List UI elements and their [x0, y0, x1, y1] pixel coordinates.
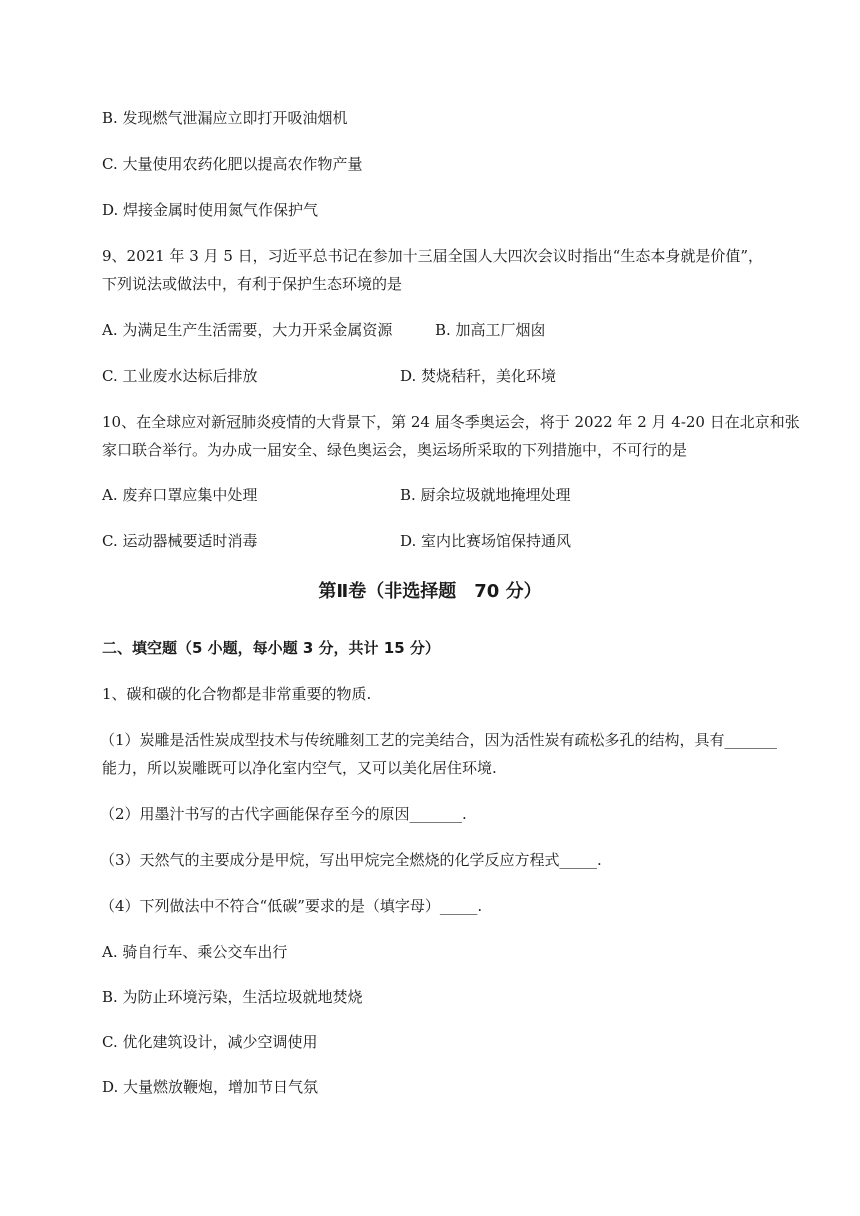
- fill-q1-part3: （3）天然气的主要成分是甲烷，写出甲烷完全燃烧的化学反应方程式_____.: [100, 851, 602, 869]
- fill-q1-part4: （4）下列做法中不符合“低碳”要求的是（填字母）_____.: [100, 897, 483, 915]
- fill-q1-option-b: B. 为防止环境污染，生活垃圾就地焚烧: [102, 988, 363, 1006]
- fill-q1-option-c: C. 优化建筑设计，减少空调使用: [102, 1033, 318, 1051]
- q10-stem-line1: 10、在全球应对新冠肺炎疫情的大背景下，第 24 届冬季奥运会，将于 2022 年 2 月 4-20 日在北京和张: [102, 413, 800, 431]
- fill-q1-part2: （2）用墨汁书写的古代字画能保存至今的原因_______.: [100, 805, 467, 823]
- part2-title: 第Ⅱ卷（非选择题 70 分）: [318, 581, 542, 602]
- q10-option-a: A. 废弃口罩应集中处理: [102, 486, 258, 504]
- q8-option-c: C. 大量使用农药化肥以提高农作物产量: [102, 155, 363, 173]
- fill-q1-part1-line1: （1）炭雕是活性炭成型技术与传统雕刻工艺的完美结合，因为活性炭有疏松多孔的结构，具有_______: [100, 731, 778, 749]
- fill-q1-option-a: A. 骑自行车、乘公交车出行: [102, 943, 288, 961]
- q9-option-b: B. 加高工厂烟囱: [435, 321, 546, 339]
- q8-option-b: B. 发现燃气泄漏应立即打开吸油烟机: [102, 109, 348, 127]
- q9-option-a: A. 为满足生产生活需要，大力开采金属资源: [102, 321, 393, 339]
- q9-option-c: C. 工业废水达标后排放: [102, 367, 258, 385]
- q10-option-c: C. 运动器械要适时消毒: [102, 532, 258, 550]
- q10-option-d: D. 室内比赛场馆保持通风: [400, 532, 572, 550]
- fill-q1-option-d: D. 大量燃放鞭炮，增加节日气氛: [102, 1078, 319, 1096]
- q9-stem-line2: 下列说法或做法中，有利于保护生态环境的是: [102, 275, 403, 293]
- q10-stem-line2: 家口联合举行。为办成一届安全、绿色奥运会，奥运场所采取的下列措施中，不可行的是: [102, 441, 688, 459]
- fill-q1-part1-line2: 能力，所以炭雕既可以净化室内空气，又可以美化居住环境.: [102, 759, 497, 777]
- q9-stem-line1: 9、2021 年 3 月 5 日，习近平总书记在参加十三届全国人大四次会议时指出“生态本身就是价值”，: [102, 247, 763, 265]
- q9-option-d: D. 焚烧秸秆，美化环境: [400, 367, 557, 385]
- section2-heading: 二、填空题（5 小题，每小题 3 分，共计 15 分）: [102, 639, 440, 657]
- q10-option-b: B. 厨余垃圾就地掩埋处理: [400, 486, 571, 504]
- fill-q1-stem: 1、碳和碳的化合物都是非常重要的物质.: [102, 685, 372, 703]
- q8-option-d: D. 焊接金属时使用氮气作保护气: [102, 201, 319, 219]
